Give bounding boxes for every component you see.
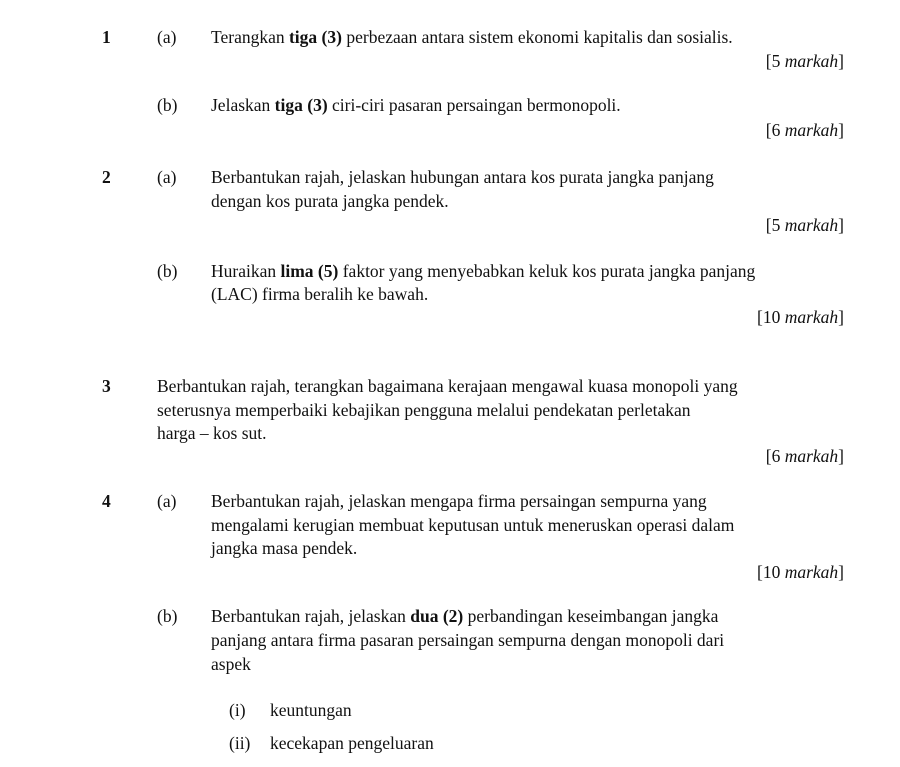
sub-item-label-ii: (ii) xyxy=(229,733,251,753)
question-3-line3: harga – kos sut. xyxy=(157,423,267,443)
question-4b-line1: Berbantukan rajah, jelaskan dua (2) perbandingan keseimbangan jangka xyxy=(211,606,719,626)
question-4b-label: (b) xyxy=(157,606,178,626)
sub-item-text-profit: keuntungan xyxy=(270,700,352,720)
question-2a-line2: dengan kos purata jangka pendek. xyxy=(211,191,449,211)
question-2b-marks: [10 markah] xyxy=(757,307,844,327)
question-4a-line1: Berbantukan rajah, jelaskan mengapa firma persaingan sempurna yang xyxy=(211,491,707,511)
sub-item-text-efficiency: kecekapan pengeluaran xyxy=(270,733,434,753)
sub-item-label-i: (i) xyxy=(229,700,246,720)
question-1-number: 1 xyxy=(102,27,111,47)
question-4a-line3: jangka masa pendek. xyxy=(211,538,358,558)
question-1a-text: Terangkan tiga (3) perbezaan antara sistem ekonomi kapitalis dan sosialis. xyxy=(211,27,733,47)
question-1b-text: Jelaskan tiga (3) ciri-ciri pasaran persaingan bermonopoli. xyxy=(211,95,621,115)
question-4b-line3: aspek xyxy=(211,654,251,674)
question-4-number: 4 xyxy=(102,491,111,511)
question-3-line1: Berbantukan rajah, terangkan bagaimana kerajaan mengawal kuasa monopoli yang xyxy=(157,376,738,396)
question-1a-label: (a) xyxy=(157,27,177,47)
question-2b-line1: Huraikan lima (5) faktor yang menyebabkan keluk kos purata jangka panjang xyxy=(211,261,756,281)
question-2-number: 2 xyxy=(102,167,111,187)
question-2a-line1: Berbantukan rajah, jelaskan hubungan antara kos purata jangka panjang xyxy=(211,167,714,187)
question-3-marks: [6 markah] xyxy=(765,446,844,466)
question-2b-line2: (LAC) firma beralih ke bawah. xyxy=(211,284,429,304)
question-2b-label: (b) xyxy=(157,261,178,281)
question-4a-label: (a) xyxy=(157,491,177,511)
question-3-number: 3 xyxy=(102,376,111,396)
question-2a-label: (a) xyxy=(157,167,177,187)
question-2a-marks: [5 markah] xyxy=(765,215,844,235)
question-1a-marks: [5 markah] xyxy=(765,51,844,71)
question-4a-marks: [10 markah] xyxy=(757,562,844,582)
question-4b-line2: panjang antara firma pasaran persaingan sempurna dengan monopoli dari xyxy=(211,630,725,650)
question-1b-label: (b) xyxy=(157,95,178,115)
question-4a-line2: mengalami kerugian membuat keputusan untuk meneruskan operasi dalam xyxy=(211,515,735,535)
question-1b-marks: [6 markah] xyxy=(765,120,844,140)
question-3-line2: seterusnya memperbaiki kebajikan pengguna melalui pendekatan perletakan xyxy=(157,400,691,420)
